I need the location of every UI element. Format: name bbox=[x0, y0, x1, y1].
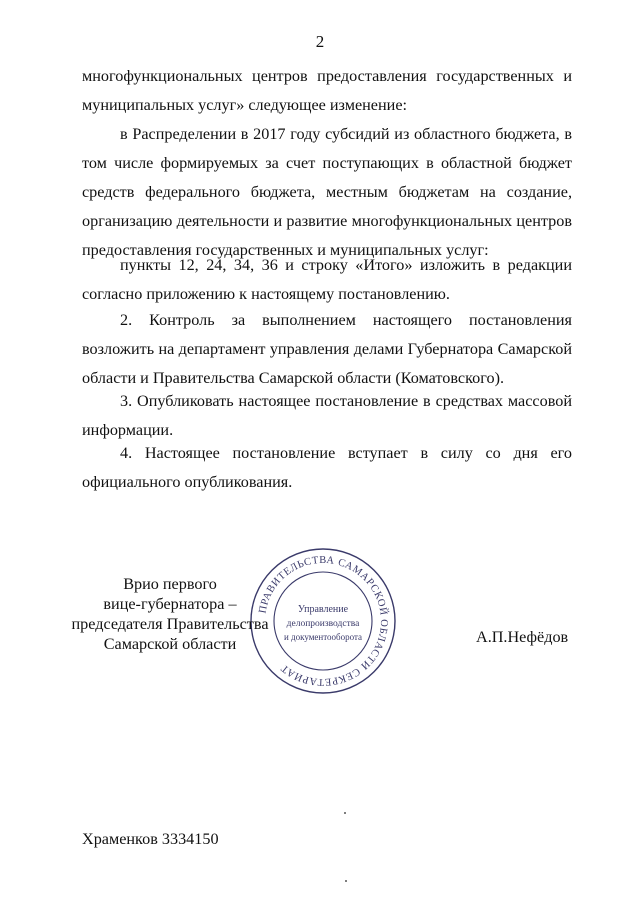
paragraph-text: 4. Настоящее постановление вступает в силу со дня его официального опубликования. bbox=[82, 444, 572, 491]
paragraph-line: муниципальных услуг» следующее изменение: bbox=[82, 96, 407, 114]
scan-speck bbox=[344, 812, 346, 814]
seal-center-line: и документооборота bbox=[283, 632, 363, 642]
paragraph-points bbox=[82, 251, 572, 309]
scan-speck bbox=[345, 880, 347, 882]
seal-ring-text: ПРАВИТЕЛЬСТВА САМАРСКОЙ ОБЛАСТИ СЕКРЕТАРИАТ bbox=[257, 554, 390, 688]
position-line: Врио первого bbox=[123, 575, 217, 593]
signatory-name: А.П.Нефёдов bbox=[476, 628, 569, 646]
paragraph-text: пункты 12, 24, 34, 36 и строку «Итого» изложить в редакции согласно приложению к настоящему постановлению. bbox=[82, 256, 572, 303]
paragraph-control bbox=[82, 306, 572, 393]
seal-center-line: делопроизводства bbox=[286, 619, 360, 629]
paragraph-text: 3. Опубликовать настоящее постановление в средствах массовой информации. bbox=[82, 392, 572, 439]
position-line: вице-губернатора – bbox=[103, 595, 237, 613]
executor-note: Храменков 3334150 bbox=[82, 830, 219, 848]
paragraph-text: в Распределении в 2017 году субсидий из областного бюджета, в том числе формируемых за счет поступающих в областной бюджет средств федерального бюджета, местным бюджетам на создание, организацию деятельности и развитие многофункциональных центров предоставления государственных и муниципальных услуг: bbox=[82, 125, 572, 259]
paragraph-line: многофункциональных центров предоставления государственных и bbox=[82, 67, 572, 85]
position-line: Самарской области bbox=[103, 635, 237, 653]
seal-center-line: Управление bbox=[297, 604, 349, 615]
paragraph-effect bbox=[82, 439, 572, 497]
paragraph-publish bbox=[82, 387, 572, 445]
page-number: 2 bbox=[315, 32, 325, 51]
position-line: председателя Правительства bbox=[71, 615, 269, 633]
signatory-position bbox=[60, 574, 280, 654]
paragraph-text: 2. Контроль за выполнением настоящего постановления возложить на департамент управления делами Губернатора Самарской области и Правительства Самарской области (Коматовского). bbox=[82, 311, 572, 387]
paragraph-continuation bbox=[82, 62, 572, 120]
paragraph-distribution bbox=[82, 120, 572, 265]
